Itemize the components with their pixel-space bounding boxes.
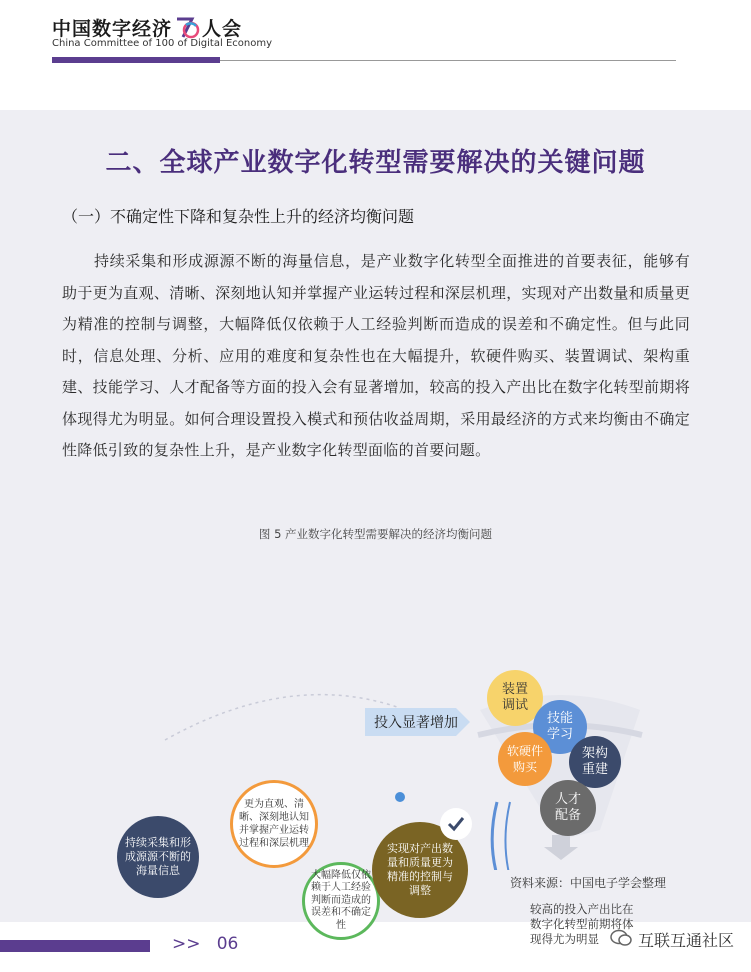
circle-precise-control: 实现对产出数量和质量更为精准的控制与调整 [372, 822, 468, 918]
body-paragraph: 持续采集和形成源源不断的海量信息，是产业数字化转型全面推进的首要表征，能够有助于更为直观、清晰、深刻地认知并掌握产业运转过程和深层机理，实现对产出数量和质量更为精准的控制与调整，大幅降低仅依赖于人工经验判断而造成的误差和不确定性。但与此同时，信息处理、分析、应用的难度和复杂性也在大幅提升，软硬件购买、装置调试、架构重建、技能学习、人才配备等方面的投入会有显著增加，较高的投入产出比在数字化转型前期将体现得尤为明显。如何合理设置投入模式和预估收益周期，采用最经济的方式来均衡由不确定性降低引致的复杂性上升，是产业数字化转型面临的首要问题。 [62, 252, 690, 459]
circle-continuous-collection: 持续采集和形成源源不断的海量信息 [117, 816, 199, 898]
circle-device-debugging: 装置调试 [487, 670, 543, 726]
down-arrow [544, 835, 578, 860]
circle-hardware-purchase: 软硬件购买 [498, 732, 552, 786]
watermark [610, 928, 734, 951]
page-header [0, 0, 751, 110]
circle-talent-allocation: 人才配备 [540, 780, 596, 836]
header-accent-bar [52, 57, 220, 63]
subsection-title: （一）不确定性下降和复杂性上升的经济均衡问题 [62, 207, 415, 226]
checkmark-icon [440, 808, 472, 840]
logo-text-right: 人会 [202, 18, 243, 40]
footer-accent-bar [0, 940, 150, 952]
circle-reduce-uncertainty: 大幅降低仅依赖于人工经验判断而造成的误差和不确定性 [302, 862, 380, 940]
logo-english: China Committee of 100 of Digital Economy [52, 38, 272, 49]
circle-intuitive-cognition: 更为直观、清晰、深刻地认知并掌握产业运转过程和深层机理 [230, 780, 318, 868]
wechat-icon [610, 929, 632, 951]
page-number-value: 06 [216, 934, 239, 954]
logo-text-left: 中国数字经济 [52, 18, 173, 40]
arrow-label: 投入显著增加 [374, 715, 458, 731]
figure-note: 较高的投入产出比在数字化转型前期将体现得尤为明显 [530, 902, 634, 946]
header-divider [220, 60, 676, 61]
figure-caption: 图 5 产业数字化转型需要解决的经济均衡问题 [258, 527, 493, 541]
section-title: 二、全球产业数字化转型需要解决的关键问题 [105, 148, 646, 178]
page-number [172, 934, 238, 954]
figure-decorations [0, 540, 751, 870]
logo [52, 14, 242, 41]
logo-100-mark [174, 15, 200, 41]
figure-source: 资料来源：中国电子学会整理 [510, 876, 667, 890]
circle-skill-learning: 技能学习 [533, 700, 587, 754]
circle-architecture-rebuild: 架构重建 [569, 736, 621, 788]
watermark-text: 互联互通社区 [638, 931, 735, 950]
page-arrows: >> [172, 934, 201, 954]
